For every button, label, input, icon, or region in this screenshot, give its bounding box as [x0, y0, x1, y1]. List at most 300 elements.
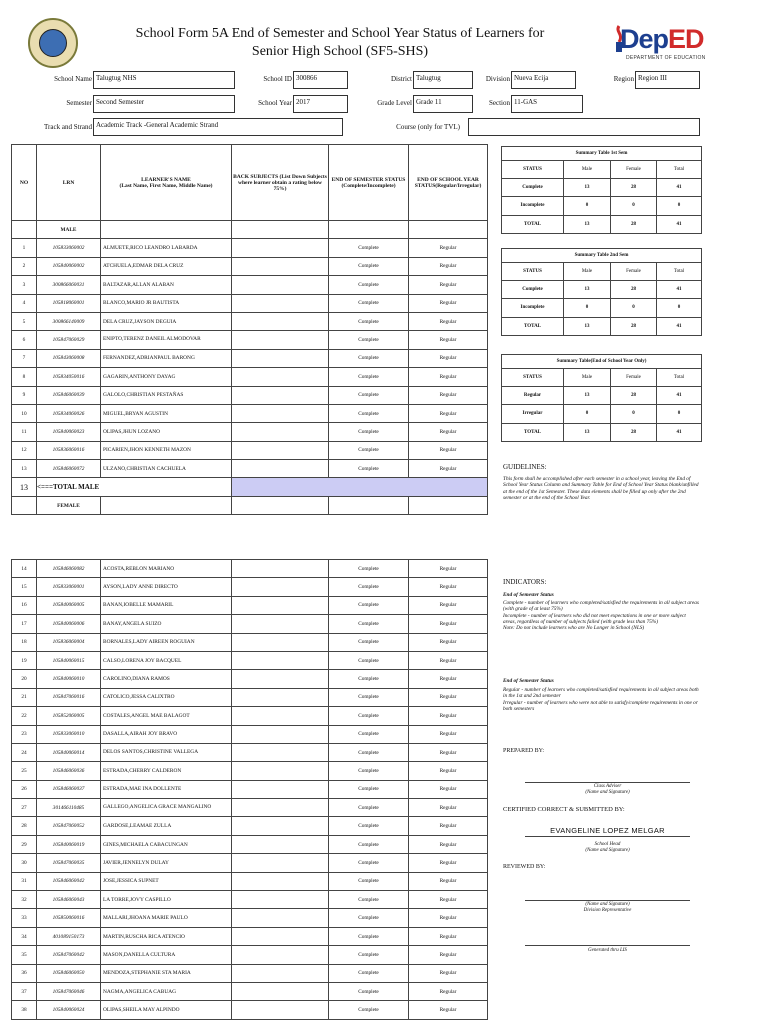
total-male-count: 13 — [12, 478, 37, 496]
table-row — [12, 615, 488, 633]
table-header-row — [12, 145, 488, 221]
row-back-subjects — [232, 651, 329, 669]
row-number: 19 — [12, 651, 37, 669]
row-lrn: 105847060046 — [37, 982, 101, 1000]
row-learner-name: JAVIER,JENNELYN DULAY — [101, 854, 232, 872]
row-learner-name: PICARIEN,JHON KENNETH MAZON — [101, 441, 232, 459]
school-id-label: School ID — [263, 75, 292, 83]
learners-table — [11, 144, 488, 515]
school-year-field: 2017 — [293, 95, 348, 113]
division-rep-label: Division Representative — [583, 908, 632, 913]
summary-status: TOTAL — [502, 423, 564, 441]
table-row — [12, 835, 488, 853]
row-number: 36 — [12, 964, 37, 982]
row-sem-status: Complete — [329, 909, 409, 927]
row-number: 21 — [12, 688, 37, 706]
track-strand-label: Track and Strand — [44, 123, 92, 131]
row-sem-status: Complete — [329, 651, 409, 669]
table-row — [12, 276, 488, 294]
row-learner-name: GINES,MICHAELA CABACUNGAN — [101, 835, 232, 853]
summary-row — [502, 387, 702, 405]
adviser-signature-line — [525, 782, 690, 783]
summary-row — [502, 215, 702, 233]
row-lrn: 105840060010 — [37, 670, 101, 688]
summary-female: 28 — [611, 215, 657, 233]
course-field — [468, 118, 700, 136]
row-lrn: 105840060019 — [37, 835, 101, 853]
head-signature-line — [525, 836, 690, 837]
summary-1st-sem-title: Summary Table 1st Sem — [502, 147, 702, 161]
division-name-signature: (Name and Signature) — [585, 902, 630, 907]
table-row — [12, 633, 488, 651]
row-number: 34 — [12, 927, 37, 945]
row-lrn: 105833060001 — [37, 578, 101, 596]
sum2-col-total: Total — [657, 263, 702, 281]
semester-label: Semester — [66, 99, 92, 107]
row-sy-status: Regular — [409, 1001, 488, 1019]
row-number: 30 — [12, 854, 37, 872]
row-lrn: 105846060050 — [37, 964, 101, 982]
row-back-subjects — [232, 633, 329, 651]
row-sem-status: Complete — [329, 312, 409, 330]
row-back-subjects — [232, 780, 329, 798]
row-number: 37 — [12, 982, 37, 1000]
prepared-by-label: PREPARED BY: — [503, 748, 545, 754]
row-back-subjects — [232, 872, 329, 890]
row-sy-status: Regular — [409, 835, 488, 853]
school-name-field: Talugtug NHS — [93, 71, 235, 89]
row-learner-name: MIGUEL,BRYAN AGUSTIN — [101, 404, 232, 422]
reviewed-by-label: REVIEWED BY: — [503, 864, 546, 870]
blank-cell — [232, 496, 329, 514]
row-number: 7 — [12, 349, 37, 367]
table-row — [12, 909, 488, 927]
school-year-label: School Year — [258, 99, 292, 107]
row-learner-name: BANAN,IOBELLE MAMARIL — [101, 596, 232, 614]
row-back-subjects — [232, 578, 329, 596]
row-sy-status: Regular — [409, 780, 488, 798]
row-lrn: 105846060072 — [37, 460, 101, 478]
total-male-row — [12, 478, 488, 496]
table-row — [12, 891, 488, 909]
table-row — [12, 596, 488, 614]
row-learner-name: ALMUETE,RICO LEANDRO LABARDA — [101, 239, 232, 257]
row-sy-status: Regular — [409, 799, 488, 817]
blank-cell — [12, 496, 37, 514]
row-lrn: 105840060014 — [37, 743, 101, 761]
summary-female: 0 — [611, 197, 657, 215]
row-learner-name: DELOS SANTOS,CHRISTINE VALLEGA — [101, 743, 232, 761]
row-back-subjects — [232, 386, 329, 404]
summary-total: 41 — [657, 179, 702, 197]
row-sy-status: Regular — [409, 368, 488, 386]
division-field: Nueva Ecija — [511, 71, 576, 89]
table-row — [12, 854, 488, 872]
summary-female: 28 — [611, 387, 657, 405]
col-header-sy-status: END OF SCHOOL YEAR STATUS(Regular/Irregular) — [409, 145, 488, 221]
section-field: 11-GAS — [511, 95, 583, 113]
row-back-subjects — [232, 368, 329, 386]
row-sem-status: Complete — [329, 854, 409, 872]
blank-cell — [409, 496, 488, 514]
row-back-subjects — [232, 762, 329, 780]
row-back-subjects — [232, 441, 329, 459]
table-row — [12, 386, 488, 404]
grade-level-label: Grade Level — [377, 99, 412, 107]
row-sem-status: Complete — [329, 633, 409, 651]
row-lrn: 105846060043 — [37, 891, 101, 909]
male-label: MALE — [37, 221, 101, 239]
row-sy-status: Regular — [409, 423, 488, 441]
row-sem-status: Complete — [329, 294, 409, 312]
division-label: Division — [485, 75, 510, 83]
row-learner-name: MALLARI,JHOANA MARIE PAULO — [101, 909, 232, 927]
table-row — [12, 670, 488, 688]
summary-total: 41 — [657, 281, 702, 299]
indicators-sem-text: Complete - number of learners who completed/satisfied the requirements in all subject areas (with grade of at least 75%) Incomplete - number of learners who did not meet expectations in one or more subject areas, regardless of number of subjects failed (with grade less than 75%) Note: Do not include learners who are No Longer in School (NLS) — [503, 600, 699, 632]
row-back-subjects — [232, 799, 329, 817]
summary-status: TOTAL — [502, 317, 564, 335]
row-sy-status: Regular — [409, 872, 488, 890]
summary-female: 28 — [611, 317, 657, 335]
row-sem-status: Complete — [329, 615, 409, 633]
row-learner-name: MASON,DANELLA CULTURA — [101, 946, 232, 964]
row-sem-status: Complete — [329, 560, 409, 578]
row-number: 26 — [12, 780, 37, 798]
row-back-subjects — [232, 460, 329, 478]
row-back-subjects — [232, 835, 329, 853]
section-label: Section — [489, 99, 510, 107]
row-back-subjects — [232, 743, 329, 761]
sum3-col-male: Male — [564, 369, 611, 387]
row-lrn: 105843060008 — [37, 349, 101, 367]
row-sy-status: Regular — [409, 615, 488, 633]
sum1-col-status: STATUS — [502, 161, 564, 179]
row-sem-status: Complete — [329, 743, 409, 761]
row-sy-status: Regular — [409, 596, 488, 614]
table-row — [12, 349, 488, 367]
row-lrn: 105840060002 — [37, 257, 101, 275]
row-sy-status: Regular — [409, 982, 488, 1000]
row-learner-name: LA TORRE,JOVY CASPILLO — [101, 891, 232, 909]
row-learner-name: AYSON,LADY ANNE DIRECTO — [101, 578, 232, 596]
row-learner-name: CAROLINO,DIANA RAMOS — [101, 670, 232, 688]
row-sy-status: Regular — [409, 762, 488, 780]
table-row — [12, 294, 488, 312]
row-back-subjects — [232, 927, 329, 945]
row-number: 35 — [12, 946, 37, 964]
row-lrn: 105833060002 — [37, 239, 101, 257]
table-row — [12, 762, 488, 780]
class-adviser-label: Class Adviser — [593, 784, 622, 789]
row-sem-status: Complete — [329, 257, 409, 275]
row-number: 9 — [12, 386, 37, 404]
row-lrn: 105847060052 — [37, 817, 101, 835]
row-number: 5 — [12, 312, 37, 330]
row-learner-name: OLIPAS,SHEILA MAY ALPINDO — [101, 1001, 232, 1019]
row-sy-status: Regular — [409, 441, 488, 459]
row-lrn: 105846060042 — [37, 872, 101, 890]
row-back-subjects — [232, 312, 329, 330]
row-lrn: 105836060004 — [37, 633, 101, 651]
table-row — [12, 560, 488, 578]
blank-cell — [329, 496, 409, 514]
summary-status: Complete — [502, 179, 564, 197]
row-back-subjects — [232, 404, 329, 422]
row-lrn: 105850060016 — [37, 909, 101, 927]
row-number: 22 — [12, 707, 37, 725]
row-back-subjects — [232, 946, 329, 964]
total-male-fill — [232, 478, 488, 496]
row-learner-name: JOSE,JESSICA SUPNET — [101, 872, 232, 890]
row-lrn: 105840060023 — [37, 423, 101, 441]
division-signature-line — [525, 900, 690, 901]
row-back-subjects — [232, 276, 329, 294]
indicators-sy-heading: End of Semester Status — [503, 678, 554, 684]
sum1-col-male: Male — [564, 161, 611, 179]
row-number: 11 — [12, 423, 37, 441]
row-number: 18 — [12, 633, 37, 651]
row-back-subjects — [232, 670, 329, 688]
row-sem-status: Complete — [329, 578, 409, 596]
row-number: 14 — [12, 560, 37, 578]
summary-table-end-of-school-year — [501, 354, 702, 442]
generated-label: Generated thru LIS — [588, 948, 627, 953]
male-label-row — [12, 221, 488, 239]
district-label: District — [391, 75, 412, 83]
row-sem-status: Complete — [329, 799, 409, 817]
row-sy-status: Regular — [409, 964, 488, 982]
row-sy-status: Regular — [409, 707, 488, 725]
title-line-1: School Form 5A End of Semester and School Year Status of Learners for — [135, 26, 545, 41]
row-sem-status: Complete — [329, 239, 409, 257]
summary-status: Irregular — [502, 405, 564, 423]
row-sem-status: Complete — [329, 441, 409, 459]
row-number: 29 — [12, 835, 37, 853]
row-sem-status: Complete — [329, 596, 409, 614]
row-number: 20 — [12, 670, 37, 688]
row-sy-status: Regular — [409, 891, 488, 909]
row-number: 38 — [12, 1001, 37, 1019]
row-lrn: 105846060082 — [37, 560, 101, 578]
row-sy-status: Regular — [409, 817, 488, 835]
row-back-subjects — [232, 560, 329, 578]
summary-male: 0 — [564, 197, 611, 215]
row-learner-name: GARDOSE,LEAMAE ZULLA — [101, 817, 232, 835]
row-lrn: 105833060010 — [37, 725, 101, 743]
row-learner-name: GALLEGO,ANGELICA GRACE MANGALINO — [101, 799, 232, 817]
deped-subtitle: DEPARTMENT OF EDUCATION — [626, 55, 706, 61]
row-number: 6 — [12, 331, 37, 349]
row-sem-status: Complete — [329, 670, 409, 688]
row-sem-status: Complete — [329, 891, 409, 909]
row-number: 31 — [12, 872, 37, 890]
row-lrn: 301466110485 — [37, 799, 101, 817]
summary-total: 0 — [657, 405, 702, 423]
row-back-subjects — [232, 982, 329, 1000]
summary-male: 13 — [564, 281, 611, 299]
row-sy-status: Regular — [409, 560, 488, 578]
summary-row — [502, 423, 702, 441]
region-label: Region — [613, 75, 634, 83]
row-sem-status: Complete — [329, 331, 409, 349]
table-row — [12, 423, 488, 441]
row-sem-status: Complete — [329, 349, 409, 367]
row-sy-status: Regular — [409, 349, 488, 367]
row-sy-status: Regular — [409, 578, 488, 596]
table-row — [12, 404, 488, 422]
school-head-name: EVANGELINE LOPEZ MELGAR — [550, 826, 665, 835]
table-row — [12, 460, 488, 478]
row-lrn: 105840060024 — [37, 1001, 101, 1019]
summary-2nd-sem-title: Summary Table 2nd Sem — [502, 249, 702, 263]
row-lrn: 105834050016 — [37, 368, 101, 386]
table-row — [12, 817, 488, 835]
summary-female: 28 — [611, 423, 657, 441]
row-learner-name: DELA CRUZ,JAYSON DEGUIA — [101, 312, 232, 330]
row-sem-status: Complete — [329, 688, 409, 706]
row-sem-status: Complete — [329, 817, 409, 835]
female-label: FEMALE — [37, 496, 101, 514]
summary-total: 41 — [657, 317, 702, 335]
blank-cell — [101, 496, 232, 514]
row-back-subjects — [232, 331, 329, 349]
row-lrn: 105834060026 — [37, 404, 101, 422]
row-lrn: 300866060031 — [37, 276, 101, 294]
row-lrn: 105818060001 — [37, 294, 101, 312]
row-sem-status: Complete — [329, 964, 409, 982]
table-row — [12, 1001, 488, 1019]
row-back-subjects — [232, 239, 329, 257]
row-back-subjects — [232, 615, 329, 633]
row-sy-status: Regular — [409, 946, 488, 964]
row-learner-name: BALTAZAR,ALLAN ALABAN — [101, 276, 232, 294]
row-learner-name: BLANCO,MARIO JR BAUTISTA — [101, 294, 232, 312]
sum3-col-female: Female — [611, 369, 657, 387]
adviser-name-signature: (Name and Signature) — [585, 790, 630, 795]
row-number: 33 — [12, 909, 37, 927]
summary-total: 41 — [657, 215, 702, 233]
row-lrn: 105836060016 — [37, 441, 101, 459]
row-number: 1 — [12, 239, 37, 257]
summary-total: 41 — [657, 423, 702, 441]
summary-male: 13 — [564, 423, 611, 441]
deped-wordmark: DepED — [620, 24, 704, 54]
row-sem-status: Complete — [329, 276, 409, 294]
row-back-subjects — [232, 964, 329, 982]
row-sem-status: Complete — [329, 762, 409, 780]
row-back-subjects — [232, 817, 329, 835]
col-header-back-subjects: BACK SUBJECTS (List Down Subjects where learner obtain a rating below 75%) — [232, 145, 329, 221]
summary-table-2nd-sem — [501, 248, 702, 336]
row-learner-name: GAGARIN,ANTHONY DAYAG — [101, 368, 232, 386]
row-back-subjects — [232, 1001, 329, 1019]
row-back-subjects — [232, 423, 329, 441]
row-learner-name: ATCHUELA,EDMAR DELA CRUZ — [101, 257, 232, 275]
row-number: 8 — [12, 368, 37, 386]
deped-seal-logo — [28, 18, 78, 68]
row-number: 24 — [12, 743, 37, 761]
summary-male: 13 — [564, 387, 611, 405]
row-sy-status: Regular — [409, 725, 488, 743]
row-learner-name: COSTALES,ANGEL MAE BALAGOT — [101, 707, 232, 725]
row-sem-status: Complete — [329, 423, 409, 441]
table-row — [12, 799, 488, 817]
title-line-2: Senior High School (SF5-SHS) — [251, 44, 429, 59]
sum1-col-total: Total — [657, 161, 702, 179]
summary-row — [502, 179, 702, 197]
sum2-col-female: Female — [611, 263, 657, 281]
row-back-subjects — [232, 257, 329, 275]
row-lrn: 401089150173 — [37, 927, 101, 945]
row-learner-name: MENDOZA,STEPHANIE STA MARIA — [101, 964, 232, 982]
course-label: Course (only for TVL) — [396, 123, 460, 131]
indicators-sy-text: Regular - number of learners who completed/satisfied requirements in all subject areas both in the 1st and 2nd semester Irregular - number of learners who were not able to satisfy/complete requirements in one or both semesters — [503, 687, 699, 712]
row-sem-status: Complete — [329, 386, 409, 404]
row-sy-status: Regular — [409, 404, 488, 422]
table-row — [12, 982, 488, 1000]
table-row — [12, 725, 488, 743]
table-row — [12, 312, 488, 330]
region-field: Region III — [635, 71, 700, 89]
row-learner-name: ESTRADA,CHERRY CALDERON — [101, 762, 232, 780]
summary-female: 0 — [611, 405, 657, 423]
row-sem-status: Complete — [329, 1001, 409, 1019]
sum3-col-total: Total — [657, 369, 702, 387]
row-lrn: 105852060005 — [37, 707, 101, 725]
row-lrn: 105847060016 — [37, 688, 101, 706]
row-lrn: 105846060037 — [37, 780, 101, 798]
summary-status: Incomplete — [502, 197, 564, 215]
district-field: Talugtug — [413, 71, 473, 89]
row-number: 2 — [12, 257, 37, 275]
row-lrn: 105840060015 — [37, 651, 101, 669]
learners-table-page-2 — [11, 559, 488, 1020]
summary-status: Complete — [502, 281, 564, 299]
summary-total: 41 — [657, 387, 702, 405]
row-sem-status: Complete — [329, 946, 409, 964]
col-header-name: LEARNER'S NAME (Last Name, First Name, Middle Name) — [101, 145, 232, 221]
row-number: 13 — [12, 460, 37, 478]
row-number: 17 — [12, 615, 37, 633]
table-row — [12, 872, 488, 890]
summary-sy-title: Summary Table(End of School Year Only) — [502, 355, 702, 369]
row-sy-status: Regular — [409, 670, 488, 688]
row-lrn: 105846060036 — [37, 762, 101, 780]
row-sy-status: Regular — [409, 312, 488, 330]
row-sem-status: Complete — [329, 927, 409, 945]
deped-logo — [612, 22, 734, 70]
row-back-subjects — [232, 596, 329, 614]
grade-level-field: Grade 11 — [413, 95, 473, 113]
row-sem-status: Complete — [329, 835, 409, 853]
row-number: 23 — [12, 725, 37, 743]
generated-line — [525, 945, 690, 946]
table-row — [12, 688, 488, 706]
row-learner-name: ESTRADA,MAE INA DOLLENTE — [101, 780, 232, 798]
row-learner-name: OLIPAS,JHUN LOZANO — [101, 423, 232, 441]
table-row — [12, 946, 488, 964]
row-sy-status: Regular — [409, 239, 488, 257]
row-sy-status: Regular — [409, 386, 488, 404]
row-number: 27 — [12, 799, 37, 817]
guidelines-heading: GUIDELINES: — [503, 463, 547, 471]
row-number: 32 — [12, 891, 37, 909]
table-row — [12, 651, 488, 669]
row-back-subjects — [232, 294, 329, 312]
summary-male: 13 — [564, 179, 611, 197]
row-sem-status: Complete — [329, 404, 409, 422]
